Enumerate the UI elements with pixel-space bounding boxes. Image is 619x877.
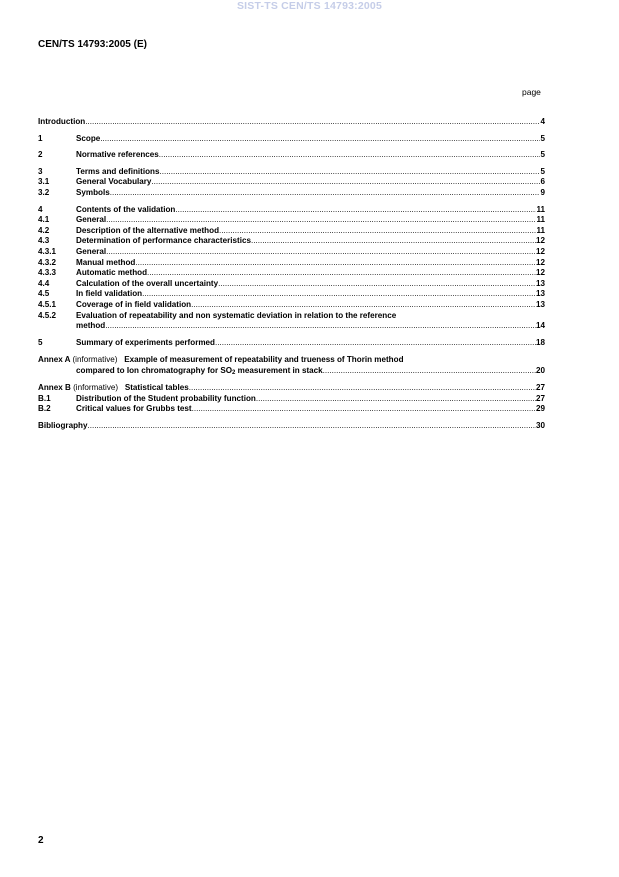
toc-entry-4-3-1[interactable]	[38, 247, 545, 258]
toc-number: 3	[38, 166, 43, 176]
toc-title: General Vocabulary	[76, 177, 152, 187]
annex-type: (informative)	[72, 355, 118, 365]
toc-page: 12	[535, 257, 545, 267]
toc-number: 4.5.2	[38, 310, 57, 320]
toc-page: 29	[535, 404, 545, 414]
toc-title: Description of the alternative method	[76, 225, 220, 235]
toc-entry-4-5-1[interactable]	[38, 300, 545, 311]
toc-entry-2[interactable]	[38, 150, 545, 161]
toc-page: 5	[540, 166, 545, 176]
toc-number: 4.1	[38, 215, 50, 225]
toc-page: 12	[535, 246, 545, 256]
toc-number: 4	[38, 204, 43, 214]
toc-title: Determination of performance characteristics	[76, 236, 251, 246]
table-of-contents	[38, 117, 545, 431]
toc-entry-4[interactable]	[38, 205, 545, 216]
toc-entry-annex-b[interactable]	[38, 383, 545, 394]
toc-entry-3[interactable]	[38, 167, 545, 178]
toc-entry-b-2[interactable]	[38, 404, 545, 415]
toc-entry-4-4[interactable]	[38, 279, 545, 290]
annex-label: Annex B	[38, 383, 71, 393]
toc-entry-1[interactable]	[38, 134, 545, 145]
toc-title: Summary of experiments performed	[76, 337, 215, 347]
toc-page: 9	[540, 187, 545, 197]
toc-page: 13	[535, 289, 545, 299]
toc-page: 13	[535, 299, 545, 309]
toc-number: 4.3	[38, 236, 50, 246]
toc-entry-3-1[interactable]	[38, 177, 545, 188]
toc-title: Manual method	[76, 257, 136, 267]
toc-page: 4	[540, 117, 545, 126]
toc-title: Bibliography	[38, 420, 88, 430]
page-number: 2	[38, 835, 44, 846]
toc-number: 4.4	[38, 278, 50, 288]
toc-title: Calculation of the overall uncertainty	[76, 278, 219, 288]
toc-entry-4-5[interactable]	[38, 289, 545, 300]
toc-page: 6	[540, 177, 545, 187]
toc-entry-4-5-2[interactable]	[38, 311, 545, 332]
toc-page: 11	[536, 215, 545, 225]
toc-page: 12	[535, 268, 545, 278]
toc-number: 3.2	[38, 187, 50, 197]
toc-title: Contents of the validation	[76, 204, 176, 214]
toc-entry-bibliography[interactable]	[38, 421, 545, 432]
toc-title: General	[76, 246, 107, 256]
toc-title: Symbols	[76, 187, 110, 197]
toc-title: Scope	[76, 133, 101, 143]
toc-page: 27	[535, 393, 545, 403]
toc-title-line2: compared to Ion chromatography for $SO_2$ measurement in stack	[76, 365, 323, 376]
toc-number: 4.5	[38, 289, 50, 299]
toc-page: 30	[535, 420, 545, 430]
annex-label: Annex A	[38, 355, 71, 365]
toc-page: 5	[540, 133, 545, 143]
toc-entry-b-1[interactable]	[38, 394, 545, 405]
toc-entry-introduction[interactable]	[38, 117, 545, 128]
toc-title: Distribution of the Student probability function	[76, 393, 256, 403]
toc-entry-4-3-2[interactable]	[38, 258, 545, 269]
page-column-label: page	[522, 87, 541, 97]
toc-page: 11	[536, 225, 545, 235]
toc-title-line1: Example of measurement of repeatability and trueness of Thorin method	[124, 355, 404, 365]
toc-number: 4.3.1	[38, 246, 57, 256]
toc-entry-4-2[interactable]	[38, 226, 545, 237]
toc-title: Introduction	[38, 117, 86, 126]
toc-title: General	[76, 215, 107, 225]
toc-page: 5	[540, 150, 545, 160]
toc-number: B.1	[38, 393, 51, 403]
toc-number: 3.1	[38, 177, 50, 187]
toc-number: 4.5.1	[38, 299, 57, 309]
watermark: SIST-TS CEN/TS 14793:2005	[236, 0, 383, 12]
annex-type: (informative)	[73, 383, 119, 393]
toc-number: B.2	[38, 404, 51, 414]
toc-entry-annex-a[interactable]	[38, 355, 545, 376]
toc-title: Automatic method	[76, 268, 148, 278]
document-id: CEN/TS 14793:2005 (E)	[38, 39, 147, 50]
toc-page: 27	[535, 383, 545, 393]
toc-entry-3-2[interactable]	[38, 188, 545, 199]
toc-page: 14	[535, 321, 545, 330]
toc-page: 20	[535, 365, 545, 375]
toc-title: Coverage of in field validation	[76, 299, 192, 309]
toc-number: 4.3.2	[38, 257, 57, 267]
toc-title: In field validation	[76, 289, 143, 299]
toc-page: 18	[535, 337, 545, 347]
toc-title: Normative references	[76, 150, 159, 160]
toc-entry-4-3[interactable]	[38, 236, 545, 247]
toc-page: 11	[536, 204, 545, 214]
toc-page: 13	[535, 278, 545, 288]
toc-number: 4.3.3	[38, 268, 57, 278]
toc-number: 5	[38, 337, 43, 347]
toc-entry-4-1[interactable]	[38, 215, 545, 226]
toc-title-line2: method	[76, 321, 106, 330]
toc-number: 1	[38, 133, 43, 143]
toc-title: Statistical tables	[124, 383, 189, 393]
toc-title: Critical values for Grubbs test	[76, 404, 192, 414]
toc-number: 4.2	[38, 225, 50, 235]
toc-title: Terms and definitions	[76, 166, 160, 176]
toc-entry-4-3-3[interactable]	[38, 268, 545, 279]
toc-number: 2	[38, 150, 43, 160]
toc-page: 12	[535, 236, 545, 246]
toc-entry-5[interactable]	[38, 338, 545, 349]
toc-title-line1: Evaluation of repeatability and non systematic deviation in relation to the reference	[76, 310, 397, 320]
